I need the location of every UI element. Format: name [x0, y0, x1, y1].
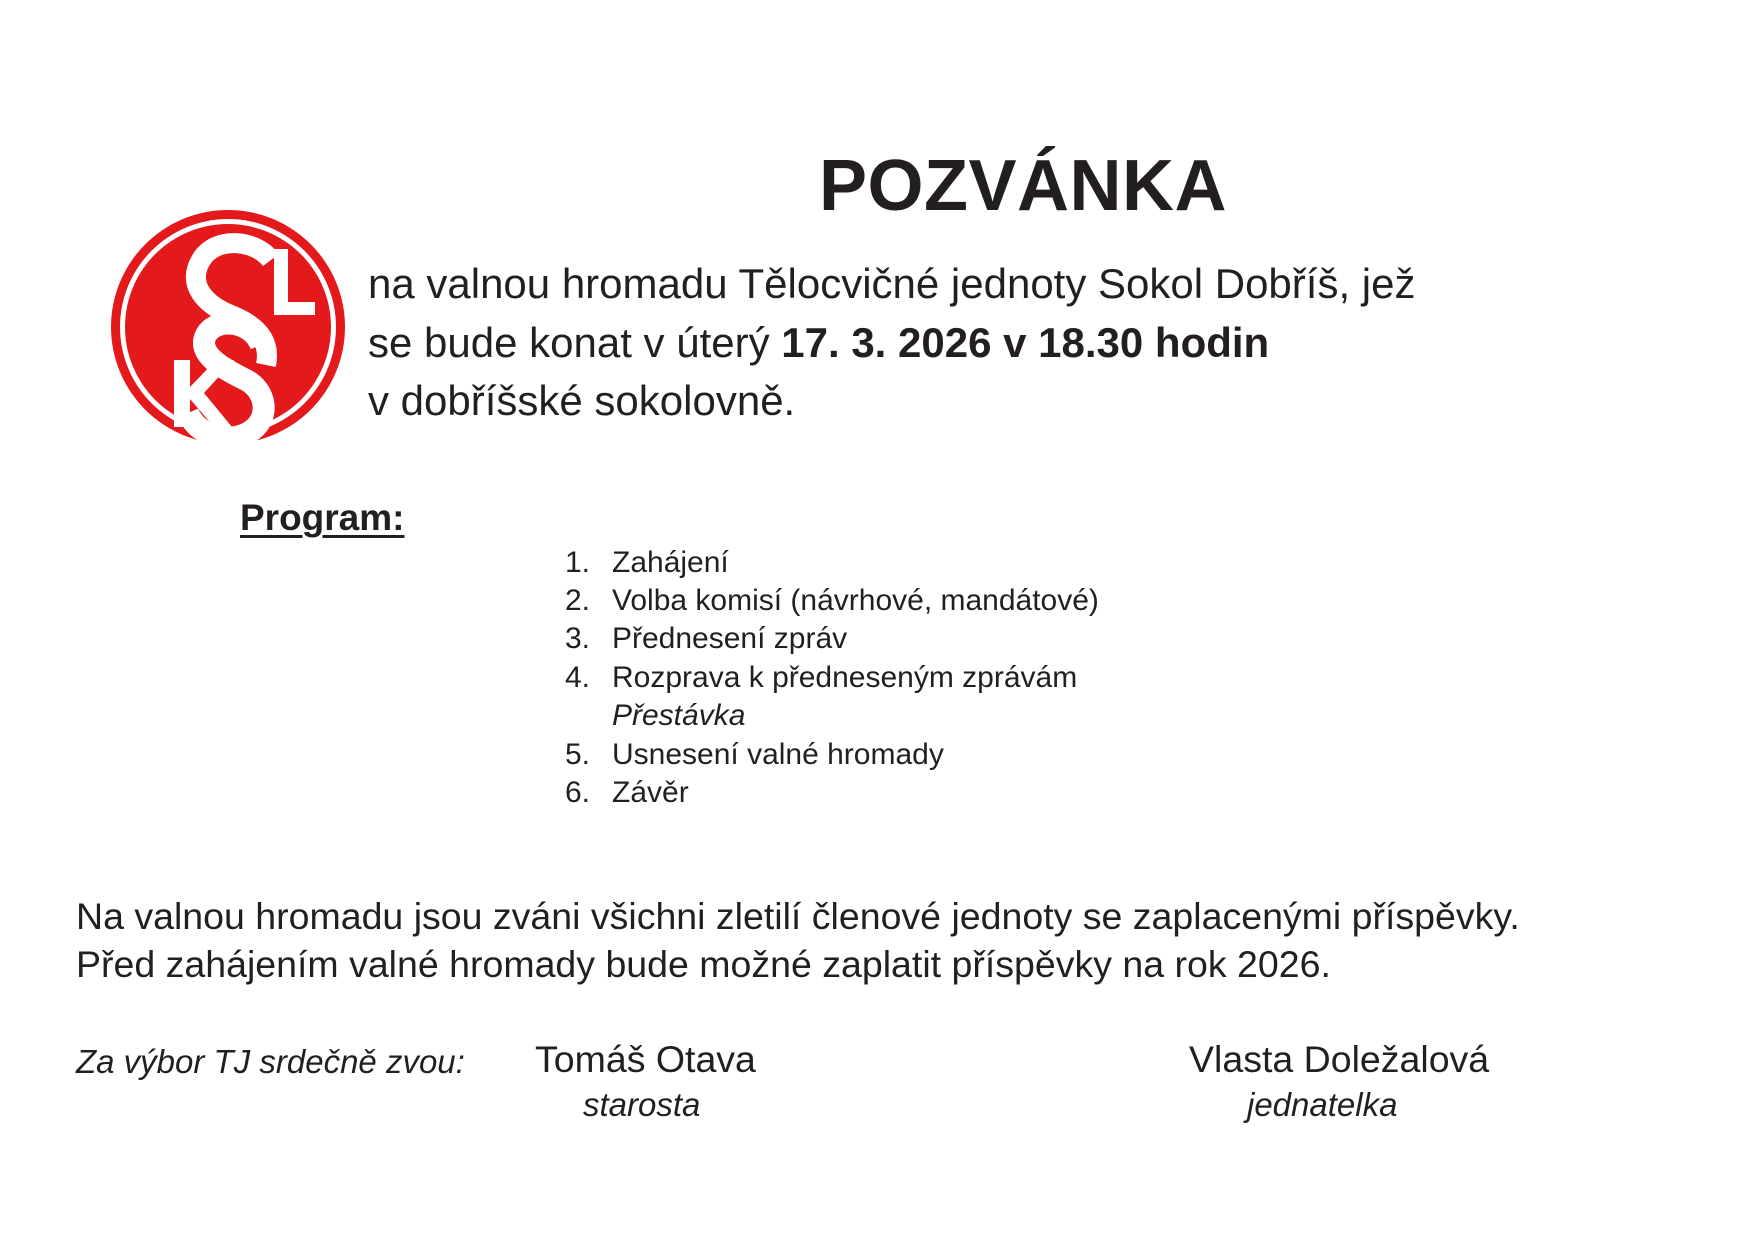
sokol-logo: [66, 205, 352, 450]
program-item: [565, 737, 944, 773]
program-item-number: 1.: [565, 546, 591, 579]
program-item-number: 5.: [565, 738, 591, 771]
program-item-label: Usnesení valné hromady: [612, 738, 944, 771]
sokol-logo-graphic: [66, 205, 352, 450]
program-item-number: 3.: [565, 622, 591, 655]
program-item-number: 4.: [565, 661, 591, 694]
notice-line-2: Před zahájením valné hromady bude možné zaplatit příspěvky na rok 2026.: [76, 943, 1331, 985]
signer-name: Tomáš Otava: [535, 1038, 756, 1080]
intro-line-2: [368, 318, 1269, 368]
program-item-label: Rozprava k předneseným zprávám: [612, 661, 1078, 694]
program-item: [565, 660, 1077, 696]
notice-line-1: Na valnou hromadu jsou zváni všichni zletilí členové jednoty se zaplacenými příspěvky.: [76, 895, 1520, 937]
program-item: [565, 545, 729, 581]
program-item: [565, 775, 689, 811]
program-break: Přestávka: [612, 699, 746, 732]
program-item-number: 6.: [565, 776, 591, 809]
program-item: [565, 621, 847, 657]
program-item-label: Zahájení: [612, 546, 729, 579]
signer-role: starosta: [583, 1086, 701, 1123]
meeting-date-time: 17. 3. 2026 v 18.30 hodin: [781, 319, 1270, 366]
program-item-label: Přednesení zpráv: [612, 622, 848, 655]
page-title: POZVÁNKA: [819, 146, 1228, 226]
signer-name: Vlasta Doležalová: [1189, 1038, 1490, 1080]
program-item-number: 2.: [565, 584, 591, 617]
signer-role: jednatelka: [1247, 1086, 1398, 1123]
intro-line-3: v dobříšské sokolovně.: [368, 377, 796, 424]
program-item: [565, 583, 1099, 619]
program-heading: Program:: [240, 497, 405, 538]
intro-line-1: na valnou hromadu Tělocvičné jednoty Sokol Dobříš, jež: [368, 260, 1416, 307]
signature-lead: Za výbor TJ srdečně zvou:: [76, 1043, 465, 1080]
intro-line-2-prefix: se bude konat v úterý: [368, 319, 782, 366]
program-item-label: Závěr: [612, 776, 689, 809]
program-item-label: Volba komisí (návrhové, mandátové): [612, 584, 1099, 617]
